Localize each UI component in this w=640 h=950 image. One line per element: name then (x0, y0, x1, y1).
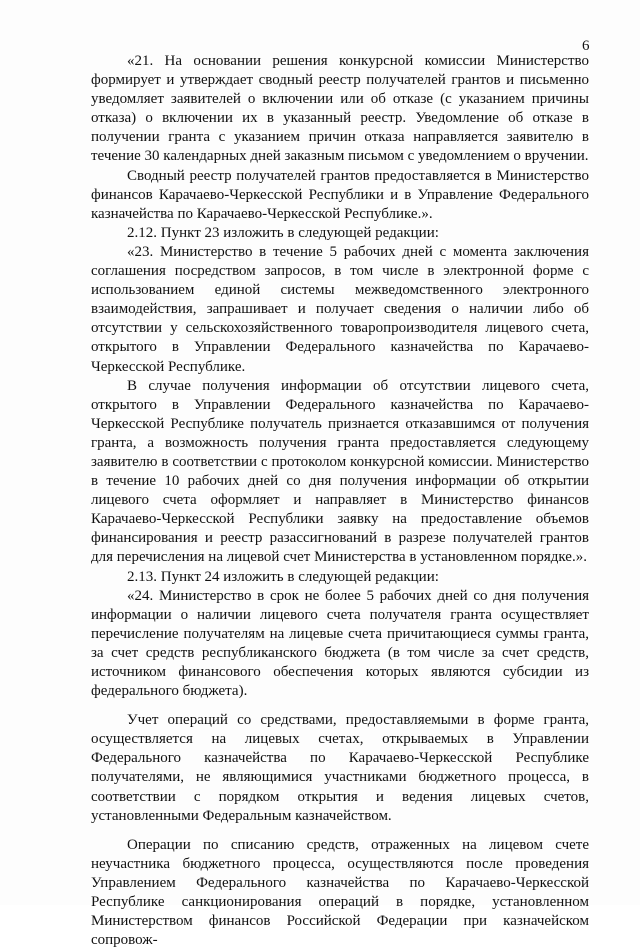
paragraph-clause-2-13: 2.13. Пункт 24 изложить в следующей редакции: (127, 568, 439, 585)
paragraph-clause-2-12: 2.12. Пункт 23 изложить в следующей редакции: (127, 224, 439, 241)
paragraph-item-21: «21. На основании решения конкурсной комиссии Министерство формирует и утверждает сводный реестр получателей грантов и письменно уведомляет заявителей о включении или об отказе (с указанием причины отказа) о включении их в указанный реестр. Уведомление об отказе в получении гранта с указанием причин отказа направляется заявителю в течение 30 календарных дней заказным письмом с уведомлением о вручении. (91, 53, 589, 165)
paragraph-registry-submission: Сводный реестр получателей грантов предоставляется в Министерство финансов Карачаево-Черкесской Республики и в Управление Федерального казначейства по Карачаево-Черкесской Республике.». (91, 167, 589, 222)
paragraph-no-account-case: В случае получения информации об отсутствии лицевого счета, открытого в Управлении Федерального казначейства по Карачаево-Черкесской Республике получатель признается отказавшимся от получения гранта, а возможность получения гранта предоставляется следующему заявителю в соответствии с протоколом конкурсной комиссии. Министерство в течение 10 рабочих дней со дня получения информации об открытии лицевого счета оформляет и направляет в Министерство финансов Карачаево-Черкесской Республики заявку на предоставление объемов финансирования и реестр разассигнований в разрезе получателей грантов для перечисления на лицевой счет Министерства в установленном порядке.». (91, 377, 589, 566)
paragraph-item-24: «24. Министерство в срок не более 5 рабочих дней со дня получения информации о наличии лицевого счета получателя гранта осуществляет перечисление получателям на лицевые счета причитающиеся суммы гранта, за счет средств республиканского бюджета (в том числе за счет средств, источником финансового обеспечения которых являются субсидии из федерального бюджета). (91, 587, 589, 700)
page-number: 6 (582, 38, 590, 54)
paragraph-item-23: «23. Министерство в течение 5 рабочих дней с момента заключения соглашения посредством запросов, в том числе в электронной форме с использованием единой системы межведомственного электронного взаимодействия, запрашивает и получает сведения о наличии либо об отсутствии у сельскохозяйственного товаропроизводителя лицевого счета, открытого в Управлении Федерального казначейства по Карачаево-Черкесской Республике. (91, 243, 589, 375)
paragraph-debit-operations: Операции по списанию средств, отраженных на лицевом счете неучастника бюджетного процесса, осуществляются после проведения Управлением Федерального казначейства по Карачаево-Черкесской Республике санкционирования операций в порядке, установленном Министерством финансов Российской Федерации при казначейском сопровож- (91, 836, 589, 949)
document-body (91, 52, 589, 950)
paragraph-accounting-operations: Учет операций со средствами, предоставляемыми в форме гранта, осуществляется на лицевых счетах, открываемых в Управлении Федерального казначейства по Карачаево-Черкесской Республике получателями, не являющимися участниками бюджетного процесса, в соответствии с порядком открытия и ведения лицевых счетов, установленными Федеральным казначейством. (91, 712, 589, 824)
